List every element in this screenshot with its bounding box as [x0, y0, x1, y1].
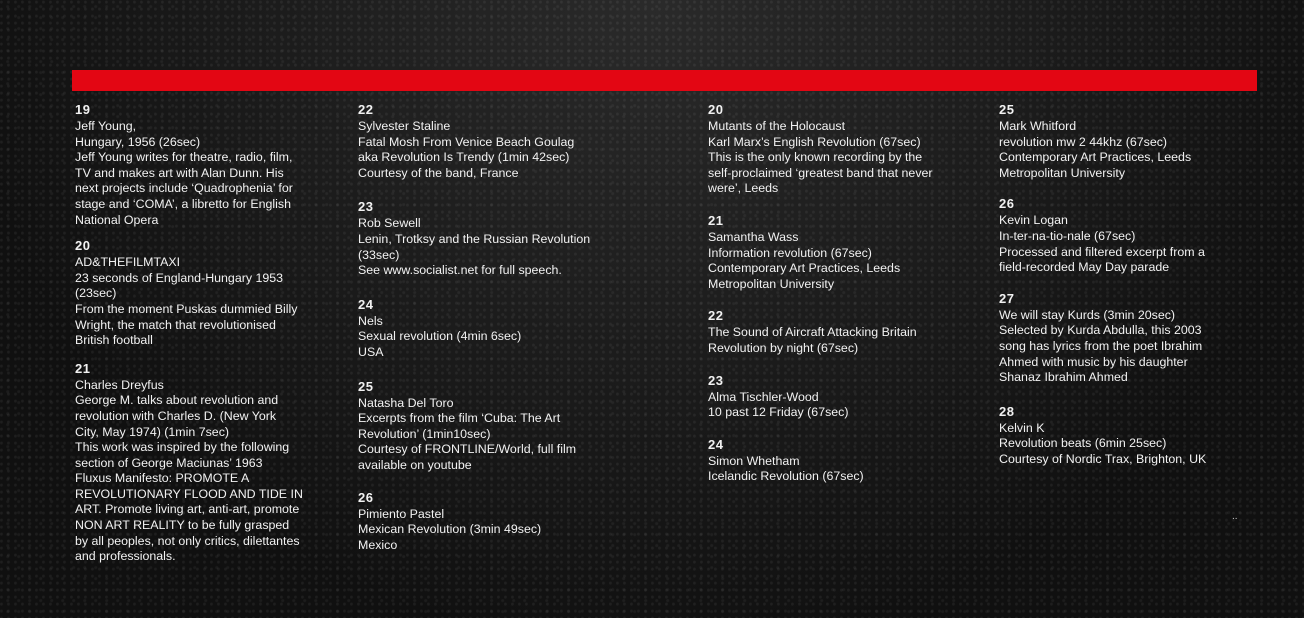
red-header-bar	[72, 70, 1257, 91]
track-detail-line: Selected by Kurda Abdulla, this 2003	[999, 323, 1202, 338]
track-detail-line: song has lyrics from the poet Ibrahim	[999, 338, 1203, 353]
track-artist: Alma Tischler-Wood	[708, 389, 819, 404]
track-detail-line: REVOLUTIONARY FLOOD AND TIDE IN	[75, 486, 303, 501]
track-detail-line: This work was inspired by the following	[75, 440, 290, 455]
track-number: 22	[358, 102, 374, 117]
track-detail-line: Revolution’ (1min10sec)	[358, 426, 491, 441]
track-entry	[708, 437, 973, 485]
track-detail-line: Shanaz Ibrahim Ahmed	[999, 370, 1128, 385]
track-detail-line: self-proclaimed ‘greatest band that never	[708, 165, 933, 180]
track-number: 20	[708, 102, 724, 117]
track-detail-line: (23sec)	[75, 286, 117, 301]
track-entry	[358, 199, 623, 278]
track-detail-line: available on youtube	[358, 457, 472, 472]
track-entry	[708, 102, 973, 197]
track-detail-line: In-ter-na-tio-nale (67sec)	[999, 228, 1136, 243]
track-detail-line: revolution with Charles D. (New York	[75, 408, 277, 423]
track-detail-line: Revolution by night (67sec)	[708, 340, 859, 355]
track-detail-line: aka Revolution Is Trendy (1min 42sec)	[358, 150, 570, 165]
track-number: 21	[708, 212, 724, 228]
track-detail-line: City, May 1974) (1min 7sec)	[75, 424, 230, 439]
track-detail-line: Karl Marx’s English Revolution (67sec)	[708, 134, 921, 149]
track-artist: Kevin Logan	[999, 213, 1068, 228]
track-detail-line: See www.socialist.net for full speech.	[358, 263, 562, 278]
track-artist: Rob Sewell	[358, 216, 421, 231]
track-artist: Nels	[358, 313, 383, 328]
track-artist: Mark Whitford	[999, 119, 1077, 133]
track-detail-line: Contemporary Art Practices, Leeds	[999, 150, 1192, 165]
track-detail-line: NON ART REALITY to be fully grasped	[75, 518, 290, 533]
corner-mark: ..	[1232, 511, 1238, 522]
track-artist: The Sound of Aircraft Attacking Britain	[708, 325, 917, 340]
track-entry	[708, 213, 973, 292]
track-detail-line: Metropolitan University	[999, 165, 1126, 180]
track-detail-line: Information revolution (67sec)	[708, 245, 872, 260]
track-detail-line: Lenin, Trotksy and the Russian Revolution	[358, 231, 591, 246]
track-number: 23	[708, 372, 724, 388]
track-artist: Simon Whetham	[708, 453, 800, 468]
track-artist: Jeff Young,	[75, 119, 137, 133]
track-detail-line: and professionals.	[75, 549, 176, 564]
track-entry	[708, 373, 973, 421]
track-detail-line: stage and ‘COMA’, a libretto for English	[75, 196, 292, 211]
track-number: 20	[75, 238, 91, 254]
track-detail-line: USA	[358, 344, 384, 359]
track-artist: Sylvester Staline	[358, 119, 451, 133]
track-entry	[358, 490, 623, 554]
track-number: 28	[999, 403, 1015, 419]
track-number: 25	[358, 378, 374, 394]
track-detail-line: field-recorded May Day parade	[999, 260, 1170, 275]
track-detail-line: Processed and filtered excerpt from a	[999, 244, 1205, 259]
track-detail-line: Ahmed with music by his daughter	[999, 354, 1188, 369]
track-entry	[999, 102, 1264, 181]
track-detail-line: Mexico	[358, 537, 398, 552]
track-detail-line: revolution mw 2 44khz (67sec)	[999, 134, 1168, 149]
track-detail-line: TV and makes art with Alan Dunn. His	[75, 165, 284, 180]
track-number: 24	[358, 296, 374, 312]
track-detail-line: 23 seconds of England-Hungary 1953	[75, 270, 284, 285]
track-number: 19	[75, 102, 91, 117]
track-detail-line: Revolution beats (6min 25sec)	[999, 436, 1167, 451]
track-detail-line: Wright, the match that revolutionised	[75, 317, 276, 332]
track-detail-line: From the moment Puskas dummied Billy	[75, 301, 298, 316]
column-4	[999, 102, 1264, 468]
track-detail-line: Metropolitan University	[708, 276, 835, 291]
track-detail-line: Hungary, 1956 (26sec)	[75, 134, 201, 149]
track-detail-line: Courtesy of FRONTLINE/World, full film	[358, 442, 577, 457]
track-artist: Charles Dreyfus	[75, 377, 164, 392]
track-detail-line: were’, Leeds	[708, 181, 779, 196]
track-detail-line: Mexican Revolution (3min 49sec)	[358, 522, 542, 537]
track-entry	[358, 102, 623, 181]
track-detail-line: Fluxus Manifesto: PROMOTE A	[75, 471, 250, 486]
track-number: 25	[999, 102, 1015, 117]
track-number: 26	[999, 196, 1015, 212]
track-detail-line: Sexual revolution (4min 6sec)	[358, 329, 522, 344]
track-artist: Mutants of the Holocaust	[708, 119, 846, 133]
track-artist: Samantha Wass	[708, 229, 799, 244]
track-number: 27	[999, 290, 1015, 306]
track-entry	[358, 297, 623, 361]
track-detail-line: Excerpts from the film ‘Cuba: The Art	[358, 411, 561, 426]
track-detail-line: Courtesy of the band, France	[358, 165, 519, 180]
column-1	[75, 102, 340, 565]
track-detail-line: George M. talks about revolution and	[75, 393, 279, 408]
track-detail-line: Jeff Young writes for theatre, radio, film,	[75, 150, 293, 165]
track-artist: AD&THEFILMTAXI	[75, 255, 181, 270]
column-3	[708, 102, 973, 485]
track-number: 26	[358, 489, 374, 505]
track-detail-line: ART. Promote living art, anti-art, promote	[75, 502, 300, 517]
track-detail-line: This is the only known recording by the	[708, 150, 923, 165]
track-artist: Pimiento Pastel	[358, 506, 445, 521]
track-number: 23	[358, 199, 374, 215]
track-artist: Natasha Del Toro	[358, 395, 454, 410]
track-entry	[708, 308, 973, 356]
track-detail-line: section of George Maciunas’ 1963	[75, 455, 263, 470]
track-detail-line: Icelandic Revolution (67sec)	[708, 469, 864, 484]
track-entry	[75, 361, 340, 565]
track-detail-line: next projects include ‘Quadrophenia’ for	[75, 181, 293, 196]
track-entry	[999, 196, 1264, 275]
track-detail-line: 10 past 12 Friday (67sec)	[708, 405, 849, 420]
track-artist: Kelvin K	[999, 420, 1045, 435]
track-detail-line: British football	[75, 333, 153, 348]
track-number: 21	[75, 360, 91, 376]
track-detail-line: Fatal Mosh From Venice Beach Goulag	[358, 134, 575, 149]
track-entry	[75, 102, 340, 228]
column-2	[358, 102, 623, 553]
track-number: 22	[708, 308, 724, 324]
track-number: 24	[708, 436, 724, 452]
track-detail-line: Contemporary Art Practices, Leeds	[708, 261, 901, 276]
track-detail-line: by all peoples, not only critics, dilettantes	[75, 533, 300, 548]
track-artist: We will stay Kurds (3min 20sec)	[999, 307, 1176, 322]
track-entry	[358, 379, 623, 474]
track-detail-line: National Opera	[75, 212, 159, 227]
track-entry	[75, 238, 340, 349]
track-detail-line: (33sec)	[358, 247, 400, 262]
track-entry	[999, 404, 1264, 468]
track-entry	[999, 291, 1264, 386]
track-detail-line: Courtesy of Nordic Trax, Brighton, UK	[999, 451, 1207, 466]
